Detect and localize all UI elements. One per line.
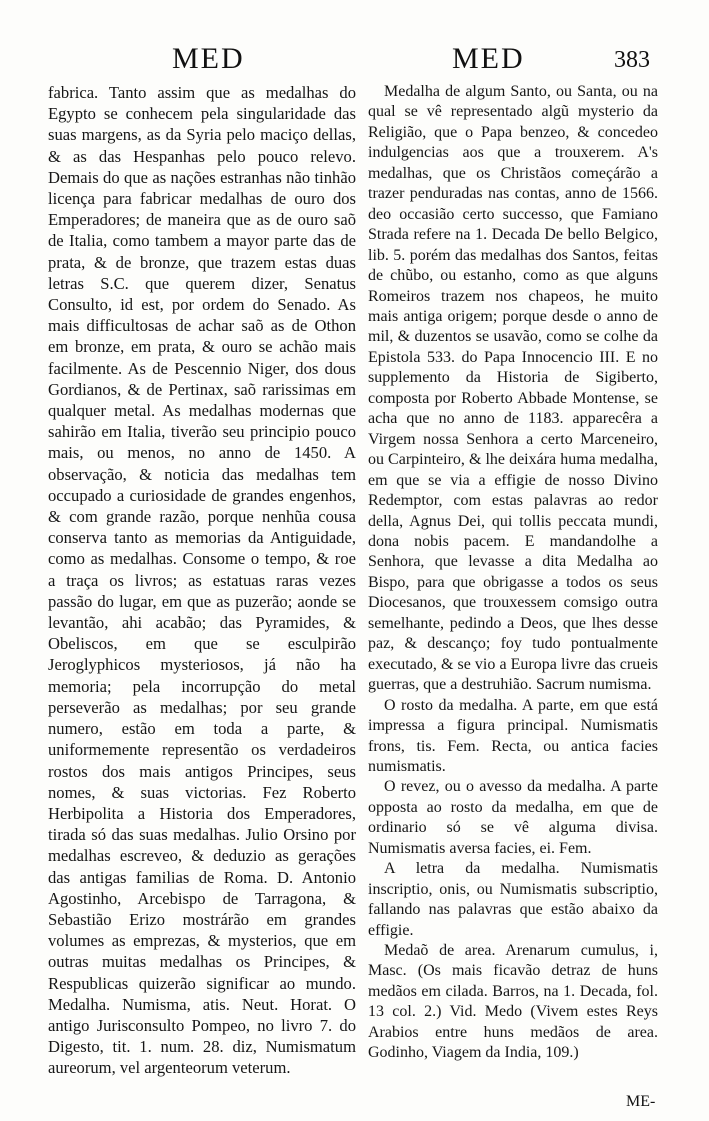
- entry-medao-de-area: Medaõ de area. Arenarum cumulus, i, Masc. (Os mais ficavão detraz de huns medãos em cilada. Barros, na 1. Decada, fol. 13 col. 2.) Vid. Medo (Vivem estes Reys Arabios entre huns medãos de area. Godinho, Viagem da India, 109.): [368, 942, 658, 1062]
- entry-rosto-medalha: O rosto da medalha. A parte, em que está impressa a figura principal. Numismatis frons, tis. Fem. Recta, ou antica facies numismatis.: [368, 696, 658, 775]
- left-column: [48, 82, 356, 1079]
- left-column-text: fabrica. Tanto assim que as medalhas do Egypto se conhecem pela singularidade das suas margens, as da Syria pelo maciço dellas, & as das Hespanhas pelo pouco relevo. Demais do que as nações estranhas não tinhão licença para fabricar medalhas de ouro dos Emperadores; de maneira que as de ouro saõ de Italia, como tambem a mayor parte das de prata, & de bronze, que trazem estas duas letras S.C. que querem dizer, Senatus Consulto, id est, por ordem do Senado. As mais difficultosas de achar saõ as de Othon em bronze, em prata, & ouro se achão mais facilmente. As de Pescennio Niger, dos dous Gordianos, & de Pertinax, saõ rarissimas em qualquer metal. As medalhas modernas que sahirão em Italia, tiverão seu principio pouco mais, ou menos, no anno de 1450. A observação, & noticia das medalhas tem occupado a curiosidade de grandes engenhos, & com grande razão, porque nenhũa cousa conserva tanto as memorias da Antiguidade, como as medalhas. Consome o tempo, & roe a traça os livros; as estatuas raras vezes passão do lugar, em que as puzerão; aonde se levantão, ahi acabão; das Pyramides, & Obeliscos, em que se esculpirão Jeroglyphicos mysteriosos, já não ha memoria; pela incorrupção do metal perseverão as medalhas; por seu grande numero, estão em toda a parte, & uniformemente representão os verdadeiros rostos dos mais antigos Principes, seus nomes, & suas victorias. Fez Roberto Herbipolita a Historia dos Emperadores, tirada só das suas medalhas. Julio Orsino por medalhas escreveo, & deduzio as gerações das antigas familias de Roma. D. Antonio Agostinho, Arcebispo de Tarragona, & Sebastião Erizo mostrárão em grandes volumes as emprezas, & mysterios, que em outras muitas medalhas os Principes, & Respublicas quizerão significar ao mundo. Medalha. Numisma, atis. Neut. Horat. O antigo Jurisconsulto Pompeo, no livro 7. do Digesto, tit. 1. num. 28. diz, Numismatum aureorum, vel argenteorum veterum.: [48, 83, 356, 1078]
- page-number: 383: [614, 47, 650, 73]
- running-head-left: MED: [172, 42, 245, 75]
- running-head-right: MED: [452, 42, 525, 75]
- entry-medalha-santo: Medalha de algum Santo, ou Santa, ou na qual se vê representado algũ mysterio da Religião, que o Papa benzeo, & concedeo indulgencias aos que a trouxerem. A's medalhas, que os Christãos começárão a trazer penduradas nas contas, anno de 1566. deo occasião certo successo, que Famiano Strada refere na 1. Decada De bello Belgico, lib. 5. porém das medalhas dos Santos, feitas de chũbo, ou estanho, como as que alguns Romeiros trazem nos chapeos, he muito mais antiga origem; porque desde o anno de mil, & duzentos se usavão, como se colhe da Epistola 533. do Papa Innocencio III. E no supplemento da Historia de Sigiberto, composta por Roberto Abbade Montense, se acha que no anno de 1183. apparecêra a Virgem nossa Senhora a certo Marceneiro, ou Carpinteiro, & lhe deixára huma medalha, em que se via a effigie de nosso Divino Redemptor, com estas palavras ao redor della, Agnus Dei, qui tollis peccata mundi, dona nobis pacem. E mandandolhe a Senhora, que levasse a dita Medalha ao Bispo, para que obrigasse a todos os seus Diocesanos, que trouxessem comsigo outra semelhante, pedindo a Deos, que lhes desse paz, & descanço; foy tudo pontualmente executado, & se vio a Europa livre das crueis guerras, que a destruhião. Sacrum numisma.: [368, 83, 658, 694]
- entry-revez-medalha: O revez, ou o avesso da medalha. A parte opposta ao rosto da medalha, em que de ordinario só se vê alguma divisa. Numismatis aversa facies, ei. Fem.: [368, 778, 658, 857]
- right-column: [368, 82, 658, 1064]
- catchword: ME-: [626, 1093, 656, 1110]
- entry-letra-medalha: A letra da medalha. Numismatis inscriptio, onis, ou Numismatis subscriptio, fallando nas palavras que estão abaixo da effigie.: [368, 860, 658, 939]
